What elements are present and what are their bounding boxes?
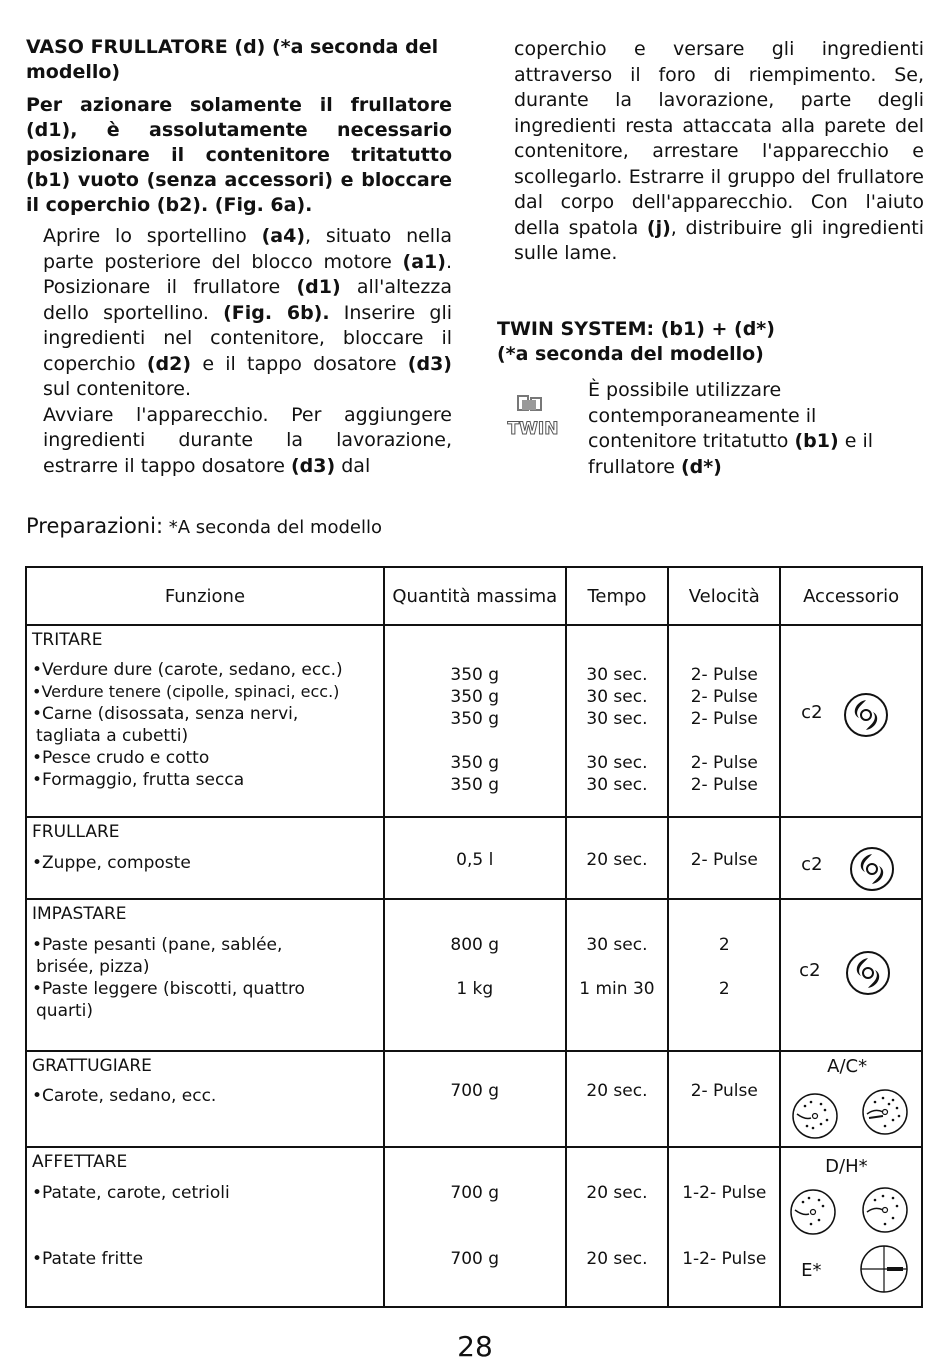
quantity-value: 350 g [450, 775, 500, 795]
spacer [669, 956, 779, 978]
time-value: 30 sec. [586, 775, 648, 795]
function-cell [26, 817, 384, 899]
twin-description: È possibile utilizzare contemporaneamente il contenitore tritatutto (b1) e il frullatore (d*) [588, 379, 873, 478]
accessory-cell [780, 1147, 922, 1307]
function-cell [26, 625, 384, 817]
item-list [27, 1077, 383, 1107]
function-cell [26, 1147, 384, 1307]
item-list [27, 651, 383, 791]
speed-value: 2- Pulse [690, 709, 758, 729]
item-list [27, 843, 383, 874]
item-list [27, 1173, 383, 1270]
speed-value: 2- Pulse [690, 1081, 758, 1101]
quantity-value: 700 g [450, 1183, 500, 1203]
speed-value: 1-2- Pulse [682, 1249, 767, 1269]
spacer [669, 730, 779, 752]
accessory-cell [780, 899, 922, 1051]
list-item: quarti) [36, 1001, 93, 1021]
speed-cell [668, 817, 780, 899]
time-value: 20 sec. [586, 1081, 648, 1101]
quantity-value: 350 g [450, 709, 500, 729]
table-row [26, 1051, 922, 1147]
table-header-row [26, 567, 922, 625]
list-item: •Formaggio, frutta secca [32, 770, 245, 790]
table-row [26, 1147, 922, 1307]
time-value: 20 sec. [586, 850, 648, 870]
accessory-label: D/H* [825, 1156, 868, 1177]
speed-value: 2 [718, 935, 730, 955]
time-cell [566, 1051, 669, 1147]
function-cell [26, 899, 384, 1051]
category-label: AFFETTARE [32, 1152, 128, 1172]
accessory-label: c2 [801, 854, 823, 875]
list-item: •Carne (disossata, senza nervi, [32, 704, 299, 724]
list-item: •Pesce crudo e cotto [32, 748, 210, 768]
spacer [385, 730, 565, 752]
time-value: 30 sec. [586, 935, 648, 955]
category-label: GRATTUGIARE [32, 1056, 152, 1076]
list-item: •Paste leggere (biscotti, quattro [32, 979, 305, 999]
left-column [26, 35, 452, 479]
quantity-value: 1 kg [456, 979, 494, 999]
quantity-value: 350 g [450, 753, 500, 773]
page-number: 28 [457, 1330, 493, 1363]
time-value: 30 sec. [586, 687, 648, 707]
accessory-label: A/C* [827, 1056, 868, 1077]
twin-heading-line-1: TWIN SYSTEM: (b1) + (d*) [497, 318, 775, 340]
list-item: •Patate, carote, cetrioli [32, 1183, 230, 1203]
preparations-title: Preparazioni: *A seconda del modello [26, 514, 383, 538]
list-item: brisée, pizza) [36, 957, 150, 977]
grating-disc-icon [861, 1088, 909, 1136]
time-value: 1 min 30 [579, 979, 655, 999]
header-max-quantity: Quantità massima [384, 567, 566, 625]
time-value: 30 sec. [586, 753, 648, 773]
quantity-value: 800 g [450, 935, 500, 955]
time-cell [566, 1147, 669, 1307]
preparations-table [25, 566, 923, 1308]
header-function: Funzione [26, 567, 384, 625]
speed-cell [668, 899, 780, 1051]
blender-warning: Per azionare solamente il frullatore (d1), è assolutamente necessario posizionare il contenitore tritatutto (b1) vuoto (senza accessori) e bloccare il coperchio (b2). (Fig. 6a). [26, 94, 452, 216]
spacer [567, 956, 668, 978]
svg-text:TWIN: TWIN [507, 419, 559, 439]
spacer [669, 1204, 779, 1248]
time-value: 20 sec. [586, 1249, 648, 1269]
accessory-label: c2 [799, 960, 821, 981]
speed-value: 2- Pulse [690, 665, 758, 685]
speed-cell [668, 625, 780, 817]
quantity-value: 700 g [450, 1249, 500, 1269]
time-value: 20 sec. [586, 1183, 648, 1203]
speed-value: 2- Pulse [690, 753, 758, 773]
time-cell [566, 817, 669, 899]
chopping-blade-icon [843, 692, 889, 738]
quantity-cell [384, 1147, 566, 1307]
speed-value: 1-2- Pulse [682, 1183, 767, 1203]
category-label: TRITARE [32, 630, 103, 650]
chopping-blade-icon [849, 846, 895, 892]
category-label: FRULLARE [32, 822, 120, 842]
blender-heading: VASO FRULLATORE (d) (*a seconda del modello) [26, 36, 439, 83]
spacer [385, 1204, 565, 1248]
quantity-value: 350 g [450, 687, 500, 707]
accessory-cell [780, 817, 922, 899]
speed-value: 2- Pulse [690, 687, 758, 707]
speed-value: 2- Pulse [690, 775, 758, 795]
time-value: 30 sec. [586, 709, 648, 729]
item-list [27, 925, 383, 1022]
time-value: 30 sec. [586, 665, 648, 685]
slicing-disc-icon [861, 1186, 909, 1234]
quantity-value: 350 g [450, 665, 500, 685]
table-row [26, 817, 922, 899]
list-item: •Zuppe, composte [32, 853, 191, 873]
spacer [567, 730, 668, 752]
category-label: IMPASTARE [32, 904, 127, 924]
grating-disc-icon [791, 1092, 839, 1140]
accessory-cell [780, 625, 922, 817]
speed-value: 2 [718, 979, 730, 999]
slicing-disc-icon [789, 1188, 837, 1236]
french-fry-disc-icon [859, 1244, 909, 1294]
list-item: •Patate fritte [32, 1249, 144, 1269]
function-cell [26, 1051, 384, 1147]
blender-paragraph-1: Aprire lo sportellino (a4), situato nella parte posteriore del blocco motore (a1). Posizionare il frullatore (d1) all'altezza dello sportellino. (Fig. 6b). Inserire gli ingredienti nel contenitore, bloccare il coperchio (d2) e il tappo dosatore (d3) sul contenitore. [43, 225, 453, 400]
speed-cell [668, 1147, 780, 1307]
header-accessory: Accessorio [780, 567, 922, 625]
list-item: •Paste pesanti (pane, sablée, [32, 935, 283, 955]
speed-value: 2- Pulse [690, 850, 758, 870]
quantity-value: 700 g [450, 1081, 500, 1101]
accessory-cell [780, 1051, 922, 1147]
quantity-cell [384, 899, 566, 1051]
spacer [567, 1204, 668, 1248]
quantity-value: 0,5 l [456, 850, 494, 870]
table-row [26, 899, 922, 1051]
right-column [514, 37, 924, 267]
spacer [32, 1204, 383, 1248]
time-cell [566, 899, 669, 1051]
header-time: Tempo [566, 567, 669, 625]
list-item: •Verdure tenere (cipolle, spinaci, ecc.) [32, 682, 340, 701]
twin-logo-icon [498, 392, 568, 442]
time-cell [566, 625, 669, 817]
blender-paragraph-2: Avviare l'apparecchio. Per aggiungere ingredienti durante la lavorazione, estrarre il tappo dosatore (d3) dal [43, 403, 452, 477]
quantity-cell [384, 817, 566, 899]
twin-system-heading [497, 317, 917, 367]
accessory-label: E* [801, 1260, 822, 1281]
quantity-cell [384, 1051, 566, 1147]
table-row [26, 625, 922, 817]
quantity-cell [384, 625, 566, 817]
spacer [385, 956, 565, 978]
speed-cell [668, 1051, 780, 1147]
blender-paragraph-3: coperchio e versare gli ingredienti attraverso il foro di riempimento. Se, durante la lavorazione, parte degli ingredienti resta attaccata alla parete del contenitore, arrestare l'apparecchio e scollegarlo. Estrarre il gruppo del frullatore dal corpo dell'apparecchio. Con l'aiuto della spatola (j), distribuire gli ingredienti sulle lame. [514, 38, 924, 264]
list-item: •Carote, sedano, ecc. [32, 1086, 217, 1106]
chopping-blade-icon [845, 950, 891, 996]
accessory-label: c2 [801, 702, 823, 723]
list-item: •Verdure dure (carote, sedano, ecc.) [32, 660, 343, 680]
list-item: tagliata a cubetti) [36, 726, 189, 746]
header-speed: Velocità [668, 567, 780, 625]
twin-heading-line-2: (*a seconda del modello) [497, 343, 764, 365]
